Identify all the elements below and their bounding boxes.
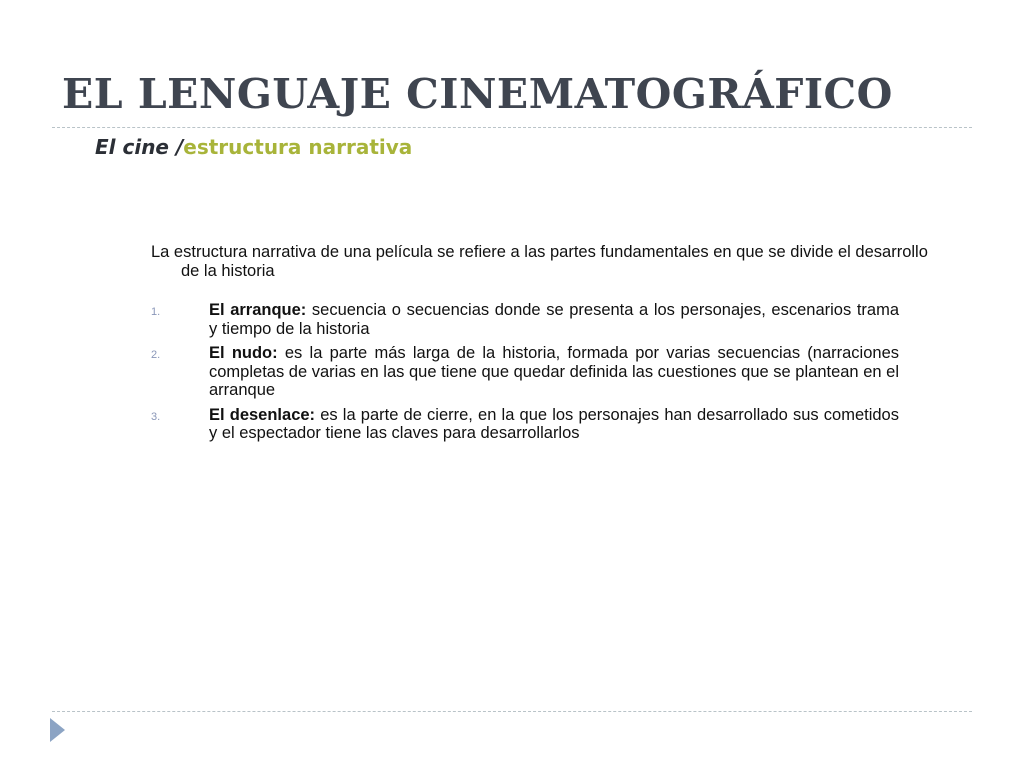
list-item-number: 2.: [151, 349, 161, 361]
list-item: [151, 344, 899, 400]
title-divider: [52, 127, 972, 128]
slide-title: EL LENGUAJE CINEMATOGRÁFICO: [62, 70, 893, 118]
list-item-number: 1.: [151, 306, 161, 318]
list-item-text: es la parte más larga de la historia, formada por varias secuencias (narraciones completas de varias en las que tiene que quedar definida las cuestiones que se plantean en el arranque: [209, 344, 900, 399]
play-arrow-icon[interactable]: [50, 718, 65, 742]
footer-divider: [52, 711, 972, 712]
list-item: [151, 301, 899, 338]
subtitle-topic: El cine /: [95, 135, 184, 159]
list-item-text: es la parte de cierre, en la que los personajes han desarrollado sus cometidos y el espectador tiene las claves para desarrollarlos: [209, 405, 899, 442]
subtitle-section: estructura narrativa: [183, 135, 413, 159]
list-item: [151, 406, 899, 443]
list-item-term: El nudo:: [209, 344, 278, 362]
structure-list: [151, 301, 899, 449]
intro-paragraph: La estructura narrativa de una película se refiere a las partes fundamentales en que se divide el desarrollo de la historia: [151, 242, 928, 280]
list-item-term: El desenlace:: [209, 405, 316, 424]
list-item-text: secuencia o secuencias donde se presenta a los personajes, escenarios trama y tiempo de la historia: [209, 301, 899, 338]
slide-subtitle: [95, 135, 412, 159]
list-item-term: El arranque:: [209, 301, 307, 319]
list-item-number: 3.: [151, 410, 161, 423]
